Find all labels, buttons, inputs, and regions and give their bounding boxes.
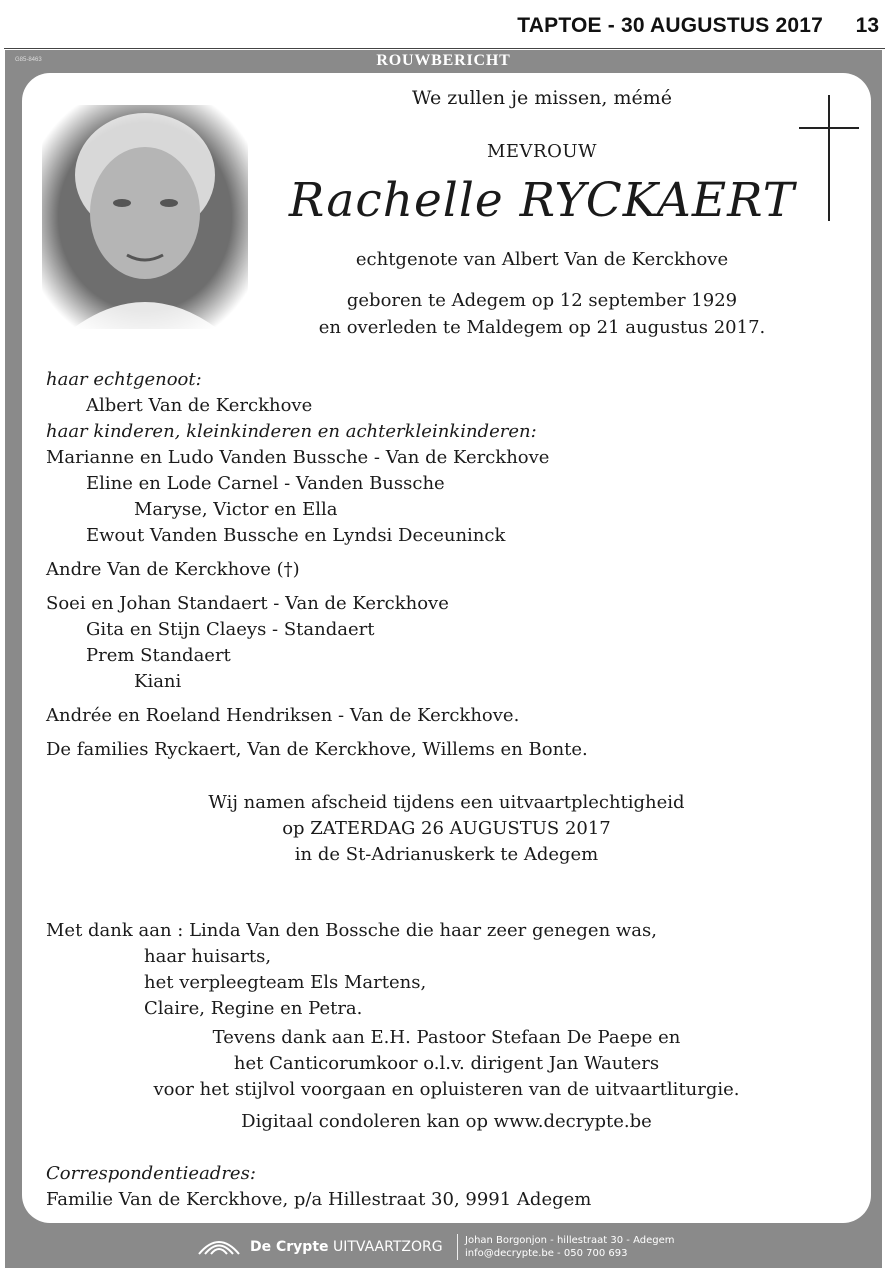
thanks2-line: voor het stijlvol voorgaan en opluisteren van de uitvaartliturgie.: [153, 1079, 740, 1100]
spouse-heading: haar echtgenoot:: [46, 369, 202, 390]
brand-rest: UITVAARTZORG: [328, 1239, 443, 1255]
family-line: Kiani: [134, 671, 182, 692]
ceremony-line: Wij namen afscheid tijdens een uitvaartplechtigheid: [208, 792, 685, 813]
section-label: ROUWBERICHT: [376, 52, 511, 69]
thanks-line: Met dank aan : Linda Van den Bossche die haar zeer genegen was,: [46, 920, 657, 941]
contact-line: info@decrypte.be - 050 700 693: [465, 1248, 628, 1259]
correspondence-address: Familie Van de Kerckhove, p/a Hillestraat 30, 9991 Adegem: [46, 1189, 592, 1210]
thanks-line: haar huisarts,: [144, 946, 272, 967]
family-line: De families Ryckaert, Van de Kerckhove, Willems en Bonte.: [46, 739, 588, 760]
obituary-card: [22, 73, 871, 1223]
born-line: geboren te Adegem op 12 september 1929: [346, 290, 738, 311]
condolence-line: Digitaal condoleren kan op www.decrypte.be: [241, 1111, 652, 1132]
cross-icon-horizontal: [799, 127, 859, 129]
family-line: Andre Van de Kerckhove (†): [46, 559, 300, 580]
family-line: Gita en Stijn Claeys - Standaert: [86, 619, 375, 640]
obituary-frame: [5, 50, 882, 1268]
salutation: MEVROUW: [486, 141, 598, 162]
family-line: Eline en Lode Carnel - Vanden Bussche: [86, 473, 445, 494]
spouse-name: Albert Van de Kerckhove: [86, 395, 313, 416]
cross-icon-vertical: [828, 95, 830, 221]
ad-code: G85-8463: [15, 57, 42, 63]
ceremony-line: op ZATERDAG 26 AUGUSTUS 2017: [282, 818, 611, 839]
family-line: Prem Standaert: [86, 645, 231, 666]
ceremony-block: [22, 790, 871, 868]
thanks-line: het verpleegteam Els Martens,: [144, 972, 427, 993]
footer: [5, 1226, 882, 1264]
ceremony-line: in de St-Adrianuskerk te Adegem: [294, 844, 599, 865]
thanks-block: [46, 918, 657, 1022]
family-line: Andrée en Roeland Hendriksen - Van de Kerckhove.: [46, 705, 520, 726]
family-line: Soei en Johan Standaert - Van de Kerckhove: [46, 593, 449, 614]
funeral-home-address: [465, 1234, 675, 1260]
intro-line: We zullen je missen, mémé: [411, 87, 673, 109]
funeral-home-logo-icon: [197, 1234, 241, 1256]
family-line: Maryse, Victor en Ella: [134, 499, 338, 520]
family-line: Ewout Vanden Bussche en Lyndsi Deceuninck: [86, 525, 506, 546]
family-line: Marianne en Ludo Vanden Bussche - Van de Kerckhove: [46, 447, 550, 468]
thanks-line: Claire, Regine en Petra.: [144, 998, 363, 1019]
thanks2-line: het Canticorumkoor o.l.v. dirigent Jan Wauters: [233, 1053, 660, 1074]
deceased-name: Rachelle RYCKAERT: [288, 173, 796, 228]
spouse-line: echtgenote van Albert Van de Kerckhove: [355, 249, 729, 270]
address-line: Johan Borgonjon - hillestraat 30 - Adegem: [465, 1235, 675, 1246]
portrait-photo: [42, 105, 248, 329]
thanks2-block: [22, 1025, 871, 1135]
page-number: 13: [855, 14, 879, 37]
brand-bold: De Crypte: [250, 1239, 329, 1255]
masthead-rule: [4, 48, 885, 49]
thanks2-line: Tevens dank aan E.H. Pastoor Stefaan De Paepe en: [212, 1027, 681, 1048]
dates-block: [272, 287, 812, 341]
correspondence-heading: Correspondentieadres:: [46, 1163, 256, 1184]
portrait-image: [42, 105, 248, 329]
family-list: [46, 367, 846, 763]
died-line: en overleden te Maldegem op 21 augustus 2017.: [318, 317, 766, 338]
correspondence-block: [46, 1161, 591, 1213]
newspaper-date-title: TAPTOE - 30 AUGUSTUS 2017: [517, 14, 823, 37]
funeral-home-name: [250, 1239, 443, 1255]
footer-divider: [457, 1234, 458, 1260]
children-heading: haar kinderen, kleinkinderen en achterkleinkinderen:: [46, 421, 537, 442]
masthead: [0, 8, 889, 44]
